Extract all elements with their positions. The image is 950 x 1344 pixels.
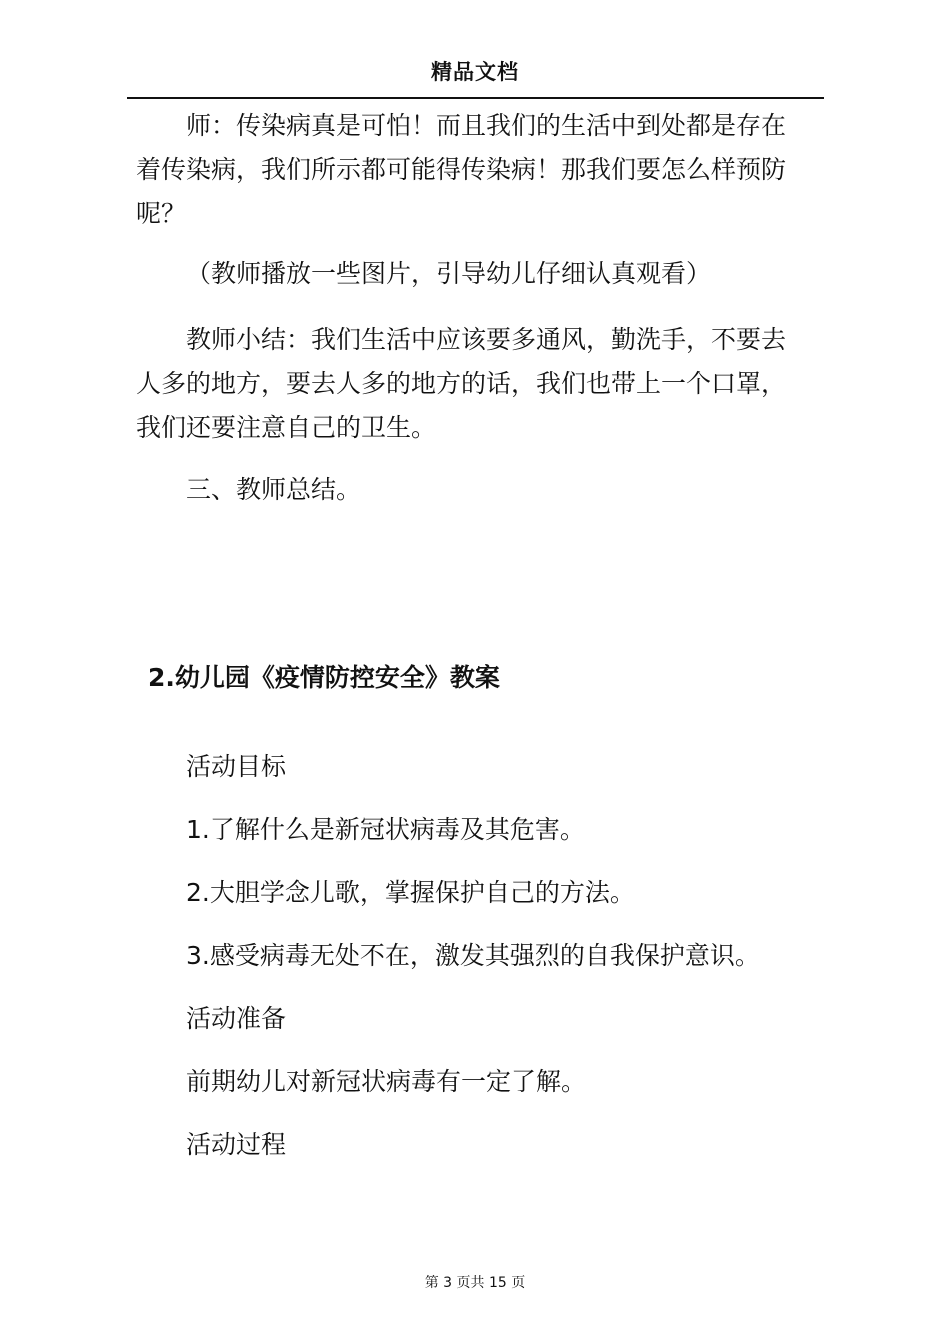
activity-goal-2: 2.大胆学念儿歌，掌握保护自己的方法。 [186, 878, 635, 907]
activity-goal-1: 1.了解什么是新冠状病毒及其危害。 [186, 815, 585, 844]
paragraph-teacher-question: 师：传染病真是可怕！而且我们的生活中到处都是存在着传染病，我们所示都可能得传染病！那我们要怎么样预防呢？ [136, 111, 787, 228]
section-heading-lesson-plan: 2.幼儿园《疫情防控安全》教案 [148, 663, 500, 692]
paragraph-teacher-summary: 教师小结：我们生活中应该要多通风，勤洗手，不要去人多的地方，要去人多的地方的话，我们也带上一个口罩，我们还要注意自己的卫生。 [136, 325, 787, 442]
activity-process-title: 活动过程 [186, 1130, 287, 1159]
activity-goals-title: 活动目标 [186, 752, 287, 781]
activity-preparation-text: 前期幼儿对新冠状病毒有一定了解。 [186, 1067, 587, 1096]
paragraph-teacher-shows-pictures: （教师播放一些图片，引导幼儿仔细认真观看） [186, 259, 712, 288]
paragraph-section-three: 三、教师总结。 [186, 475, 362, 504]
activity-preparation-title: 活动准备 [186, 1004, 287, 1033]
header-divider [127, 97, 824, 99]
document-header-title: 精品文档 [431, 60, 519, 84]
activity-goal-3: 3.感受病毒无处不在，激发其强烈的自我保护意识。 [186, 941, 760, 970]
page-number-footer: 第 3 页共 15 页 [424, 1275, 526, 1291]
